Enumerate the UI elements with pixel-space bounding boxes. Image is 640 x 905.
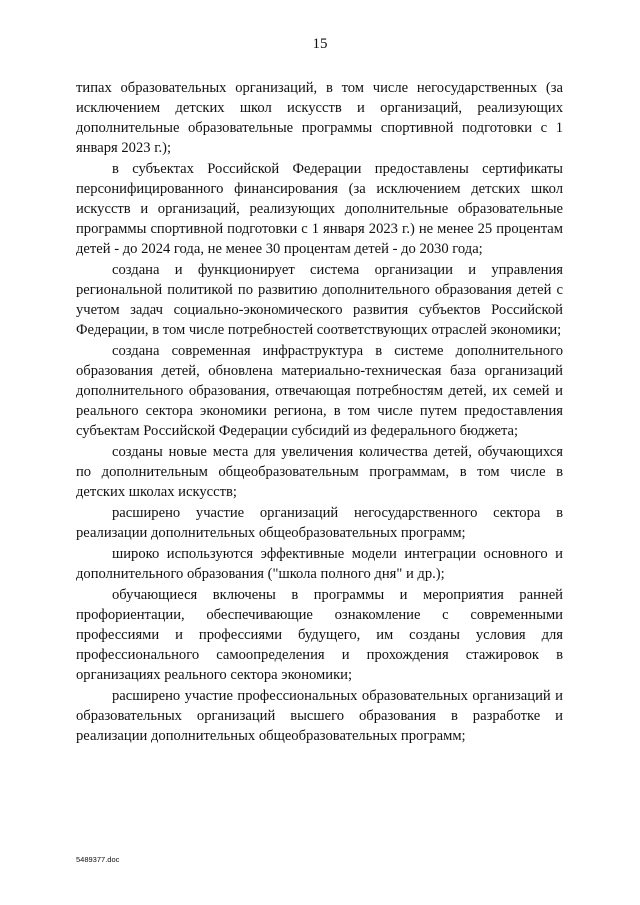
footer-filename: 5489377.doc — [76, 855, 120, 864]
paragraph: широко используются эффективные модели интеграции основного и дополнительного образования ("школа полного дня" и др.); — [76, 546, 563, 582]
paragraph: создана и функционирует система организации и управления региональной политикой по развитию дополнительного образования детей с учетом задач социально-экономического развития субъектов Российской Федерации, в том числе потребностей соответствующих отраслей экономики; — [76, 262, 563, 338]
paragraph: расширено участие организаций негосударственного сектора в реализации дополнительных общеобразовательных программ; — [76, 505, 563, 541]
paragraph: расширено участие профессиональных образовательных организаций и образовательных организаций высшего образования в разработке и реализации дополнительных общеобразовательных программ; — [76, 688, 563, 744]
paragraph: типах образовательных организаций, в том числе негосударственных (за исключением детских школ искусств и организаций, реализующих дополнительные образовательные программы спортивной подготовки с 1 января 2023 г.); — [76, 80, 563, 156]
paragraph: обучающиеся включены в программы и мероприятия ранней профориентации, обеспечивающие ознакомление с современными профессиями и профессиями будущего, им созданы условия для профессионального самоопределения и прохождения стажировок в организациях реального сектора экономики; — [76, 587, 563, 683]
paragraph: созданы новые места для увеличения количества детей, обучающихся по дополнительным общеобразовательным программам, в том числе в детских школах искусств; — [76, 444, 563, 500]
paragraph: в субъектах Российской Федерации предоставлены сертификаты персонифицированного финансирования (за исключением детских школ искусств и организаций, реализующих дополнительные образовательные программы спортивной подготовки с 1 января 2023 г.) не менее 25 процентам детей - до 2024 года, не менее 30 процентам детей - до 2030 года; — [76, 161, 563, 257]
document-body — [76, 78, 563, 747]
paragraph: создана современная инфраструктура в системе дополнительного образования детей, обновлена материально-техническая база организаций дополнительного образования, отвечающая потребностям детей, их семей и реального сектора экономики региона, в том числе путем предоставления субъектам Российской Федерации субсидий из федерального бюджета; — [76, 343, 563, 439]
page-number: 15 — [312, 36, 328, 52]
